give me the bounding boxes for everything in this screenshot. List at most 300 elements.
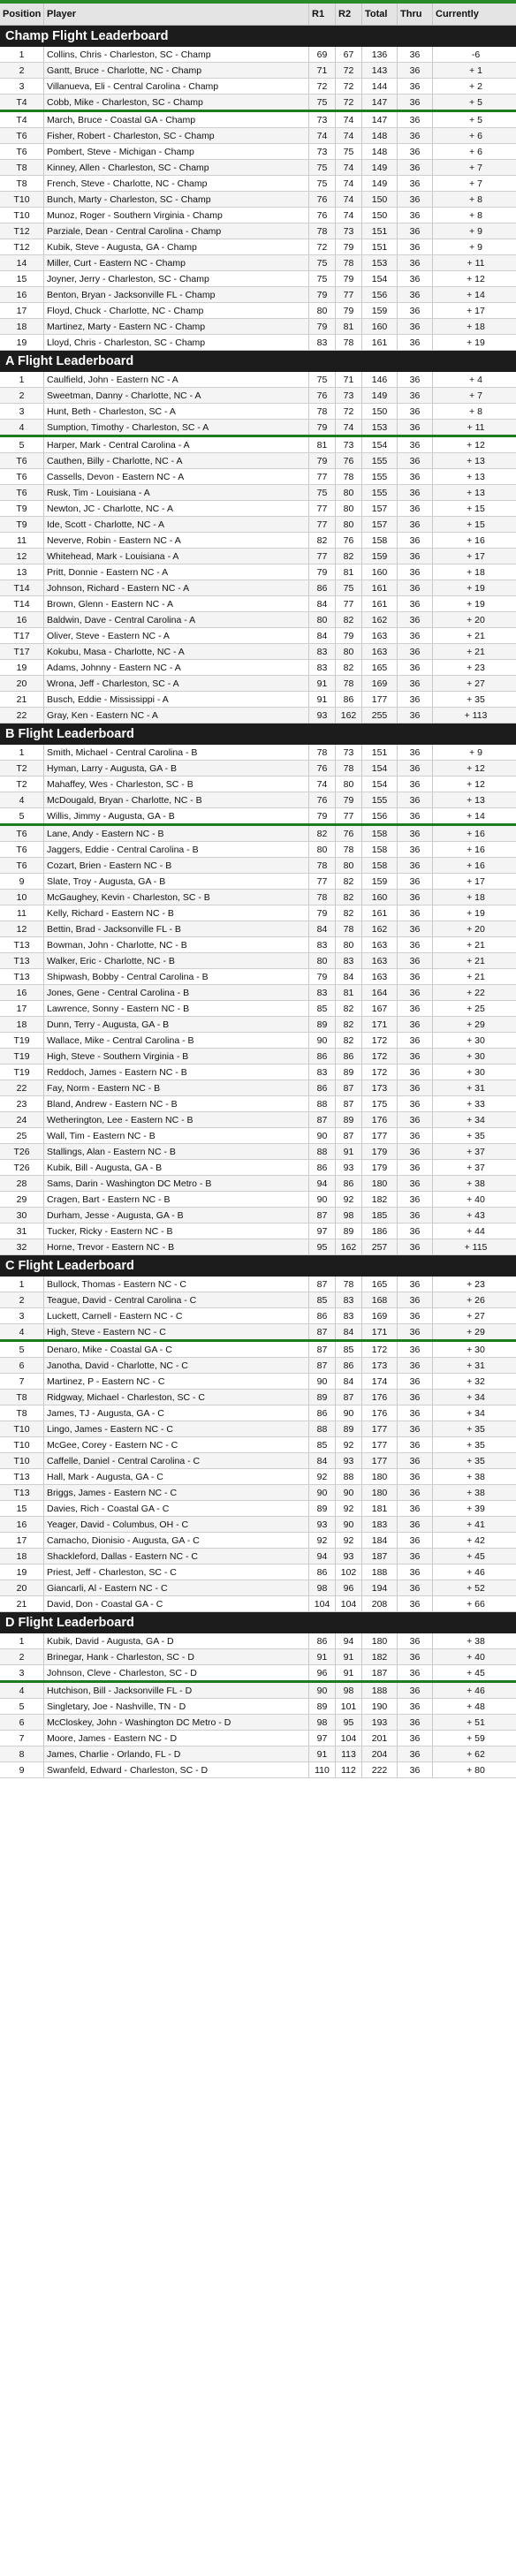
total-cell: 163 — [362, 644, 398, 659]
total-cell: 194 — [362, 1580, 398, 1595]
thru-cell: 36 — [398, 596, 433, 611]
r2-cell: 92 — [336, 1437, 362, 1452]
leaderboard-row — [0, 1649, 516, 1665]
r2-cell: 80 — [336, 777, 362, 792]
thru-cell: 36 — [398, 660, 433, 675]
position-cell: 13 — [0, 564, 44, 580]
position-cell: 16 — [0, 612, 44, 627]
currently-cell: + 17 — [467, 875, 485, 887]
section-title: C Flight Leaderboard — [0, 1255, 516, 1277]
r1-cell: 87 — [309, 1112, 336, 1127]
leaderboard-row — [0, 1390, 516, 1405]
leaderboard-row — [0, 176, 516, 192]
r2-cell: 162 — [336, 1239, 362, 1254]
player-cell: Priest, Jeff - Charleston, SC - C — [44, 1565, 309, 1580]
currently-cell: + 25 — [467, 1003, 485, 1014]
player-cell: James, TJ - Augusta, GA - C — [44, 1405, 309, 1421]
position-cell: 3 — [0, 79, 44, 94]
currently-cell: + 31 — [467, 1360, 485, 1371]
player-cell: Cauthen, Billy - Charlotte, NC - A — [44, 453, 309, 468]
r2-cell: 77 — [336, 808, 362, 823]
player-cell: Kokubu, Masa - Charlotte, NC - A — [44, 644, 309, 659]
position-cell: T17 — [0, 628, 44, 643]
r2-cell: 86 — [336, 692, 362, 707]
currently-cell: + 8 — [469, 405, 482, 417]
currently-cell: + 19 — [467, 582, 485, 594]
leaderboard-row — [0, 404, 516, 420]
player-cell: Sams, Darin - Washington DC Metro - B — [44, 1176, 309, 1191]
leaderboard-row — [0, 842, 516, 858]
player-cell: Brown, Glenn - Eastern NC - A — [44, 596, 309, 611]
player-cell: Gantt, Bruce - Charlotte, NC - Champ — [44, 63, 309, 78]
r1-cell: 75 — [309, 271, 336, 286]
r1-cell: 89 — [309, 1699, 336, 1714]
currently-cell: + 38 — [467, 1635, 485, 1647]
player-cell: Lane, Andy - Eastern NC - B — [44, 826, 309, 841]
thru-cell: 36 — [398, 1277, 433, 1292]
currently-cell: + 27 — [467, 678, 485, 689]
player-cell: Newton, JC - Charlotte, NC - A — [44, 501, 309, 516]
r2-cell: 67 — [336, 47, 362, 62]
thru-cell: 36 — [398, 1324, 433, 1339]
r1-cell: 83 — [309, 644, 336, 659]
total-cell: 190 — [362, 1699, 398, 1714]
currently-cell: + 32 — [467, 1375, 485, 1387]
r2-cell: 71 — [336, 372, 362, 387]
player-cell: Moore, James - Eastern NC - D — [44, 1731, 309, 1746]
r2-cell: 94 — [336, 1633, 362, 1648]
r2-cell: 74 — [336, 176, 362, 191]
player-cell: Martinez, P - Eastern NC - C — [44, 1374, 309, 1389]
r2-cell: 82 — [336, 1001, 362, 1016]
thru-cell: 36 — [398, 745, 433, 760]
r2-cell: 79 — [336, 303, 362, 318]
total-cell: 163 — [362, 937, 398, 952]
thru-cell: 36 — [398, 1501, 433, 1516]
r1-cell: 75 — [309, 485, 336, 500]
r1-cell: 80 — [309, 842, 336, 857]
currently-cell: + 62 — [467, 1748, 485, 1760]
leaderboard-row — [0, 208, 516, 224]
thru-cell: 36 — [398, 1001, 433, 1016]
leaderboard-row — [0, 1533, 516, 1549]
r2-cell: 79 — [336, 792, 362, 807]
position-cell: 6 — [0, 1715, 44, 1730]
r2-cell: 87 — [336, 1128, 362, 1143]
thru-cell: 36 — [398, 192, 433, 207]
player-cell: Caffelle, Daniel - Central Carolina - C — [44, 1453, 309, 1468]
r2-cell: 84 — [336, 1374, 362, 1389]
r2-cell: 82 — [336, 549, 362, 564]
r1-cell: 84 — [309, 628, 336, 643]
player-cell: Denaro, Mike - Coastal GA - C — [44, 1342, 309, 1357]
player-cell: Bettin, Brad - Jacksonville FL - B — [44, 921, 309, 936]
currently-cell: + 35 — [467, 693, 485, 705]
currently-cell: + 6 — [469, 130, 482, 141]
position-cell: 19 — [0, 1565, 44, 1580]
player-cell: Hutchison, Bill - Jacksonville FL - D — [44, 1683, 309, 1698]
thru-cell: 36 — [398, 517, 433, 532]
thru-cell: 36 — [398, 1699, 433, 1714]
thru-cell: 36 — [398, 1033, 433, 1048]
player-cell: Rusk, Tim - Louisiana - A — [44, 485, 309, 500]
r1-cell: 83 — [309, 985, 336, 1000]
r1-cell: 78 — [309, 890, 336, 905]
r2-cell: 87 — [336, 1096, 362, 1111]
position-cell: T8 — [0, 160, 44, 175]
leaderboard-row — [0, 808, 516, 826]
leaderboard-row — [0, 47, 516, 63]
thru-cell: 36 — [398, 176, 433, 191]
currently-cell: + 66 — [467, 1598, 485, 1610]
player-cell: Johnson, Richard - Eastern NC - A — [44, 580, 309, 595]
currently-cell: + 5 — [469, 114, 482, 125]
player-cell: Gray, Ken - Eastern NC - A — [44, 708, 309, 723]
total-cell: 173 — [362, 1358, 398, 1373]
r2-cell: 93 — [336, 1453, 362, 1468]
thru-cell: 36 — [398, 1224, 433, 1239]
r1-cell: 86 — [309, 1049, 336, 1064]
thru-cell: 36 — [398, 1683, 433, 1698]
r1-cell: 110 — [309, 1762, 336, 1777]
position-cell: 17 — [0, 303, 44, 318]
currently-cell: + 9 — [469, 746, 482, 758]
player-cell: Kubik, David - Augusta, GA - D — [44, 1633, 309, 1648]
thru-cell: 36 — [398, 969, 433, 984]
total-cell: 154 — [362, 437, 398, 452]
leaderboard-row — [0, 63, 516, 79]
column-header-row — [0, 4, 516, 26]
thru-cell: 36 — [398, 1580, 433, 1595]
currently-cell: + 13 — [467, 487, 485, 498]
total-cell: 179 — [362, 1160, 398, 1175]
player-cell: March, Bruce - Coastal GA - Champ — [44, 112, 309, 127]
leaderboard-row — [0, 1080, 516, 1096]
r2-cell: 78 — [336, 676, 362, 691]
total-cell: 143 — [362, 63, 398, 78]
thru-cell: 36 — [398, 808, 433, 823]
r1-cell: 82 — [309, 533, 336, 548]
currently-cell: + 38 — [467, 1178, 485, 1189]
currently-cell: + 17 — [467, 305, 485, 316]
r1-cell: 82 — [309, 826, 336, 841]
thru-cell: 36 — [398, 453, 433, 468]
position-cell: T6 — [0, 826, 44, 841]
position-cell: 5 — [0, 1342, 44, 1357]
total-cell: 149 — [362, 160, 398, 175]
player-cell: Fay, Norm - Eastern NC - B — [44, 1080, 309, 1095]
player-cell: Swanfeld, Edward - Charleston, SC - D — [44, 1762, 309, 1777]
currently-cell: + 29 — [467, 1326, 485, 1337]
r2-cell: 78 — [336, 255, 362, 270]
currently-cell: + 21 — [467, 955, 485, 966]
currently-cell: + 9 — [469, 241, 482, 253]
r1-cell: 83 — [309, 937, 336, 952]
position-cell: 1 — [0, 47, 44, 62]
r1-cell: 75 — [309, 176, 336, 191]
total-cell: 184 — [362, 1533, 398, 1548]
currently-cell: + 19 — [467, 907, 485, 919]
player-cell: Slate, Troy - Augusta, GA - B — [44, 874, 309, 889]
currently-cell: + 59 — [467, 1732, 485, 1744]
thru-cell: 36 — [398, 937, 433, 952]
total-cell: 186 — [362, 1224, 398, 1239]
leaderboard-row — [0, 271, 516, 287]
r1-cell: 98 — [309, 1580, 336, 1595]
r1-cell: 87 — [309, 1358, 336, 1373]
thru-cell: 36 — [398, 921, 433, 936]
total-cell: 158 — [362, 826, 398, 841]
currently-cell: + 7 — [469, 162, 482, 173]
leaderboard-row — [0, 1517, 516, 1533]
r2-cell: 87 — [336, 1080, 362, 1095]
r1-cell: 94 — [309, 1549, 336, 1564]
r2-cell: 75 — [336, 580, 362, 595]
position-cell: 17 — [0, 1001, 44, 1016]
leaderboard-row — [0, 692, 516, 708]
player-cell: Jones, Gene - Central Carolina - B — [44, 985, 309, 1000]
currently-cell: + 48 — [467, 1701, 485, 1712]
r2-cell: 77 — [336, 287, 362, 302]
r2-cell: 93 — [336, 1160, 362, 1175]
player-cell: High, Steve - Eastern NC - C — [44, 1324, 309, 1339]
r1-cell: 87 — [309, 1208, 336, 1223]
currently-cell: + 30 — [467, 1050, 485, 1062]
r2-cell: 82 — [336, 1017, 362, 1032]
currently-cell: + 23 — [467, 1278, 485, 1290]
r1-cell: 91 — [309, 1649, 336, 1664]
r1-cell: 90 — [309, 1033, 336, 1048]
total-cell: 169 — [362, 1308, 398, 1323]
r2-cell: 81 — [336, 985, 362, 1000]
currently-cell: + 22 — [467, 987, 485, 998]
r2-cell: 84 — [336, 969, 362, 984]
r1-cell: 88 — [309, 1421, 336, 1436]
position-cell: T10 — [0, 208, 44, 223]
player-cell: Ridgway, Michael - Charleston, SC - C — [44, 1390, 309, 1405]
leaderboard-row — [0, 858, 516, 874]
r2-cell: 81 — [336, 319, 362, 334]
r2-cell: 72 — [336, 95, 362, 110]
r1-cell: 89 — [309, 1390, 336, 1405]
position-cell: 2 — [0, 63, 44, 78]
r2-cell: 86 — [336, 1358, 362, 1373]
leaderboard-row — [0, 1580, 516, 1596]
total-cell: 177 — [362, 692, 398, 707]
total-cell: 177 — [362, 1453, 398, 1468]
header-r1: R1 — [309, 4, 336, 25]
currently-cell: + 16 — [467, 534, 485, 546]
r1-cell: 86 — [309, 1405, 336, 1421]
currently-cell: + 21 — [467, 630, 485, 641]
r1-cell: 90 — [309, 1683, 336, 1698]
leaderboard-row — [0, 1096, 516, 1112]
player-cell: Collins, Chris - Charleston, SC - Champ — [44, 47, 309, 62]
r2-cell: 74 — [336, 192, 362, 207]
r1-cell: 85 — [309, 1001, 336, 1016]
r1-cell: 92 — [309, 1469, 336, 1484]
leaderboard-row — [0, 1699, 516, 1715]
thru-cell: 36 — [398, 63, 433, 78]
position-cell: T6 — [0, 144, 44, 159]
leaderboard-row — [0, 1715, 516, 1731]
player-cell: Teague, David - Central Carolina - C — [44, 1292, 309, 1307]
thru-cell: 36 — [398, 890, 433, 905]
thru-cell: 36 — [398, 612, 433, 627]
currently-cell: + 13 — [467, 455, 485, 466]
r2-cell: 73 — [336, 437, 362, 452]
position-cell: T4 — [0, 95, 44, 110]
position-cell: 1 — [0, 372, 44, 387]
position-cell: T9 — [0, 501, 44, 516]
r1-cell: 79 — [309, 420, 336, 435]
currently-cell: + 18 — [467, 566, 485, 578]
thru-cell: 36 — [398, 255, 433, 270]
position-cell: 4 — [0, 1683, 44, 1698]
currently-cell: + 30 — [467, 1034, 485, 1046]
position-cell: 11 — [0, 905, 44, 921]
player-cell: McGee, Corey - Eastern NC - C — [44, 1437, 309, 1452]
total-cell: 155 — [362, 792, 398, 807]
total-cell: 149 — [362, 176, 398, 191]
r1-cell: 89 — [309, 1501, 336, 1516]
position-cell: T9 — [0, 517, 44, 532]
currently-cell: + 19 — [467, 337, 485, 348]
leaderboard-row — [0, 985, 516, 1001]
r1-cell: 73 — [309, 112, 336, 127]
r2-cell: 79 — [336, 271, 362, 286]
player-cell: Cragen, Bart - Eastern NC - B — [44, 1192, 309, 1207]
r1-cell: 79 — [309, 453, 336, 468]
position-cell: 29 — [0, 1192, 44, 1207]
r1-cell: 75 — [309, 255, 336, 270]
total-cell: 158 — [362, 533, 398, 548]
r1-cell: 87 — [309, 1342, 336, 1357]
total-cell: 148 — [362, 128, 398, 143]
r2-cell: 82 — [336, 905, 362, 921]
player-cell: Fisher, Robert - Charleston, SC - Champ — [44, 128, 309, 143]
r1-cell: 92 — [309, 1533, 336, 1548]
player-cell: McCloskey, John - Washington DC Metro - D — [44, 1715, 309, 1730]
player-cell: Lingo, James - Eastern NC - C — [44, 1421, 309, 1436]
thru-cell: 36 — [398, 1192, 433, 1207]
leaderboard-row — [0, 192, 516, 208]
leaderboard-row — [0, 1437, 516, 1453]
player-cell: Luckett, Carnell - Eastern NC - C — [44, 1308, 309, 1323]
total-cell: 168 — [362, 1292, 398, 1307]
r2-cell: 80 — [336, 517, 362, 532]
currently-cell: + 21 — [467, 939, 485, 951]
player-cell: Bunch, Marty - Charleston, SC - Champ — [44, 192, 309, 207]
total-cell: 164 — [362, 985, 398, 1000]
header-thru: Thru — [398, 4, 433, 25]
leaderboard-row — [0, 95, 516, 112]
thru-cell: 36 — [398, 79, 433, 94]
position-cell: 3 — [0, 1308, 44, 1323]
currently-cell: + 15 — [467, 503, 485, 514]
player-cell: Whitehead, Mark - Louisiana - A — [44, 549, 309, 564]
total-cell: 169 — [362, 676, 398, 691]
thru-cell: 36 — [398, 580, 433, 595]
leaderboard-row — [0, 612, 516, 628]
total-cell: 177 — [362, 1128, 398, 1143]
leaderboard-row — [0, 533, 516, 549]
header-r2: R2 — [336, 4, 362, 25]
position-cell: T8 — [0, 1390, 44, 1405]
player-cell: French, Steve - Charlotte, NC - Champ — [44, 176, 309, 191]
currently-cell: + 38 — [467, 1471, 485, 1482]
leaderboard-row — [0, 1374, 516, 1390]
position-cell: T17 — [0, 644, 44, 659]
currently-cell: + 80 — [467, 1764, 485, 1776]
position-cell: 3 — [0, 1665, 44, 1680]
currently-cell: + 21 — [467, 971, 485, 982]
r2-cell: 95 — [336, 1715, 362, 1730]
thru-cell: 36 — [398, 1144, 433, 1159]
r1-cell: 95 — [309, 1239, 336, 1254]
position-cell: T6 — [0, 453, 44, 468]
total-cell: 257 — [362, 1239, 398, 1254]
player-cell: Davies, Rich - Coastal GA - C — [44, 1501, 309, 1516]
total-cell: 153 — [362, 255, 398, 270]
total-cell: 183 — [362, 1517, 398, 1532]
currently-cell: + 20 — [467, 614, 485, 625]
leaderboard-row — [0, 1665, 516, 1683]
r2-cell: 76 — [336, 533, 362, 548]
total-cell: 160 — [362, 319, 398, 334]
r2-cell: 78 — [336, 761, 362, 776]
position-cell: 8 — [0, 1746, 44, 1762]
position-cell: 18 — [0, 1017, 44, 1032]
currently-cell: + 35 — [467, 1423, 485, 1435]
leaderboard-row — [0, 1292, 516, 1308]
r2-cell: 98 — [336, 1208, 362, 1223]
player-cell: Wetherington, Lee - Eastern NC - B — [44, 1112, 309, 1127]
currently-cell: + 34 — [467, 1114, 485, 1125]
leaderboard-row — [0, 501, 516, 517]
leaderboard-row — [0, 453, 516, 469]
currently-cell: + 40 — [467, 1651, 485, 1663]
r1-cell: 73 — [309, 144, 336, 159]
total-cell: 136 — [362, 47, 398, 62]
player-cell: Ide, Scott - Charlotte, NC - A — [44, 517, 309, 532]
total-cell: 162 — [362, 921, 398, 936]
total-cell: 188 — [362, 1565, 398, 1580]
r2-cell: 72 — [336, 63, 362, 78]
thru-cell: 36 — [398, 792, 433, 807]
player-cell: Miller, Curt - Eastern NC - Champ — [44, 255, 309, 270]
total-cell: 161 — [362, 580, 398, 595]
currently-cell: + 16 — [467, 828, 485, 839]
r2-cell: 104 — [336, 1596, 362, 1611]
r2-cell: 80 — [336, 858, 362, 873]
r1-cell: 87 — [309, 1277, 336, 1292]
player-cell: Bland, Andrew - Eastern NC - B — [44, 1096, 309, 1111]
thru-cell: 36 — [398, 1160, 433, 1175]
player-cell: Harper, Mark - Central Carolina - A — [44, 437, 309, 452]
thru-cell: 36 — [398, 858, 433, 873]
currently-cell: + 15 — [467, 519, 485, 530]
player-cell: Camacho, Dionisio - Augusta, GA - C — [44, 1533, 309, 1548]
r1-cell: 79 — [309, 808, 336, 823]
r2-cell: 90 — [336, 1405, 362, 1421]
currently-cell: + 26 — [467, 1294, 485, 1306]
r1-cell: 76 — [309, 208, 336, 223]
currently-cell: + 45 — [467, 1667, 485, 1678]
r1-cell: 77 — [309, 549, 336, 564]
thru-cell: 36 — [398, 1374, 433, 1389]
total-cell: 177 — [362, 1421, 398, 1436]
